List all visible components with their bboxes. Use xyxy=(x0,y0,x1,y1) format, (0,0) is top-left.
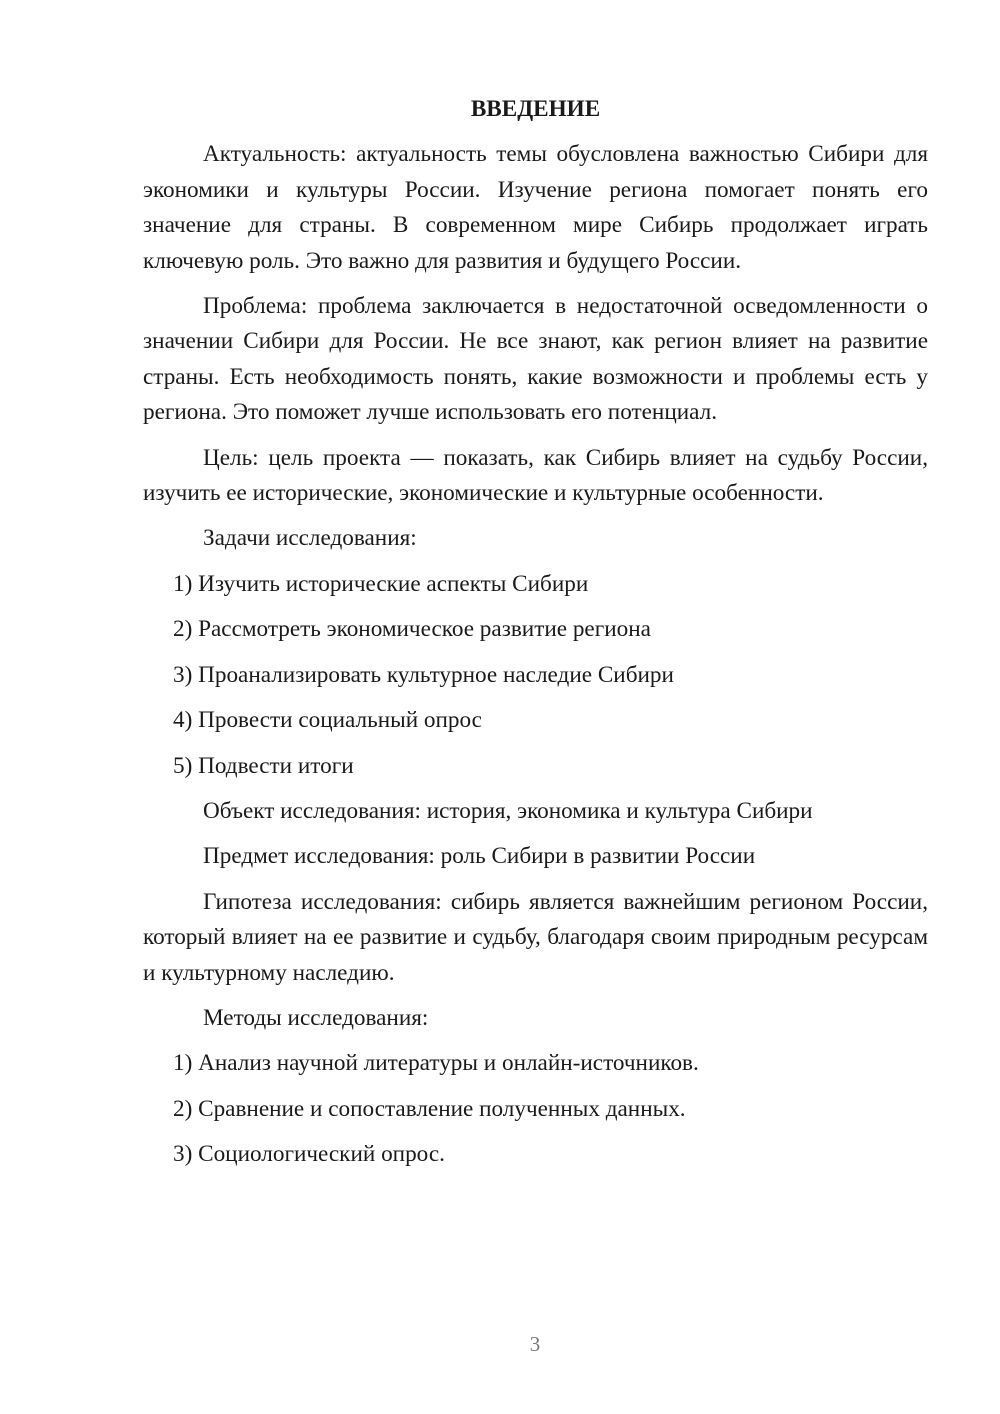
relevance-paragraph: Актуальность: актуальность темы обусловлена важностью Сибири для экономики и культуры России. Изучение региона помогает понять его значение для страны. В современном мире Сибирь продолжает играть ключевую роль. Это важно для развития и будущего России. xyxy=(143,141,928,274)
task-item-4: 4) Провести социальный опрос xyxy=(173,707,482,734)
method-item-3: 3) Социологический опрос. xyxy=(173,1141,445,1168)
method-item-1: 1) Анализ научной литературы и онлайн-источников. xyxy=(173,1050,699,1077)
tasks-heading: Задачи исследования: xyxy=(203,525,417,552)
document-title: ВВЕДЕНИЕ xyxy=(470,96,601,122)
research-object: Объект исследования: история, экономика и культура Сибири xyxy=(203,797,813,824)
task-item-5: 5) Подвести итоги xyxy=(173,752,354,779)
page-number: 3 xyxy=(529,1332,541,1356)
problem-paragraph: Проблема: проблема заключается в недостаточной осведомленности о значении Сибири для России. Не все знают, как регион влияет на развитие страны. Есть необходимость понять, какие возможности и проблемы есть у региона. Это поможет лучше использовать его потенциал. xyxy=(143,293,928,426)
methods-heading: Методы исследования: xyxy=(203,1004,429,1031)
document-body xyxy=(143,92,928,1183)
task-item-3: 3) Проанализировать культурное наследие Сибири xyxy=(173,661,674,688)
task-item-2: 2) Рассмотреть экономическое развитие региона xyxy=(173,616,651,643)
research-subject: Предмет исследования: роль Сибири в развитии России xyxy=(203,843,756,870)
task-item-1: 1) Изучить исторические аспекты Сибири xyxy=(173,570,589,597)
method-item-2: 2) Сравнение и сопоставление полученных данных. xyxy=(173,1095,686,1122)
hypothesis-paragraph: Гипотеза исследования: сибирь является важнейшим регионом России, который влияет на ее развитие и судьбу, благодаря своим природным ресурсам и культурному наследию. xyxy=(143,888,928,986)
goal-paragraph: Цель: цель проекта — показать, как Сибирь влияет на судьбу России, изучить ее исторические, экономические и культурные особенности. xyxy=(143,444,928,507)
